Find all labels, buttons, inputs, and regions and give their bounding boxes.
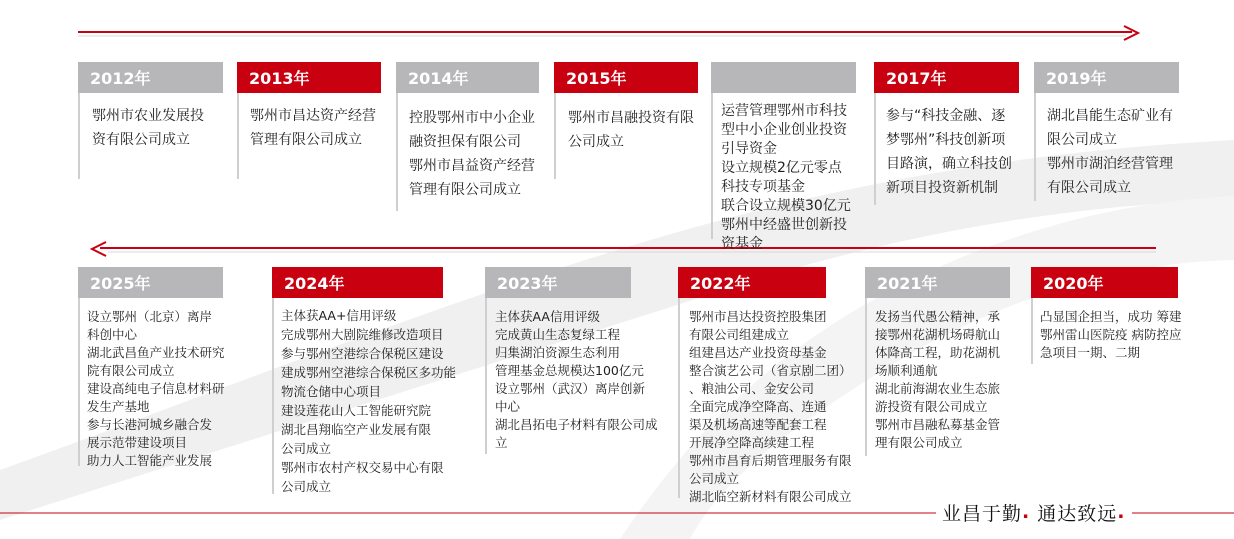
event-text: 设立鄂州（武汉）离岸创新 中心	[495, 381, 646, 414]
event-text: 设立规模2亿元零点 科技专项基金	[721, 160, 842, 195]
event-text: 鄂州市昌达资产经营 管理有限公司成立	[250, 108, 376, 148]
milestone-events	[87, 308, 237, 470]
event-text: 湖北武昌鱼产业技术研究 院有限公司成立	[87, 345, 225, 378]
connector-bar	[78, 93, 80, 179]
event-text: 鄂州市昌达投资控股集团 有限公司组建成立	[689, 309, 827, 342]
milestone-events	[568, 106, 708, 154]
connector-bar	[1034, 93, 1036, 201]
milestone-events	[875, 308, 1035, 452]
year-label: 2024年	[272, 267, 443, 298]
event-text: 湖北昌拓电子材料有限公司成 立	[495, 417, 658, 450]
connector-bar	[678, 298, 680, 498]
event-text: 湖北临空新材料有限公司成立	[689, 489, 852, 504]
event-text: 联合设立规模30亿元 鄂州中经盛世创新投 资基金	[721, 198, 851, 252]
milestone-2023	[485, 267, 631, 298]
event-text: 凸显国企担当，成功 筹建 鄂州雷山医院疫 病防控应 急项目一期、二期	[1040, 309, 1182, 360]
year-label: 2015年	[554, 62, 698, 93]
milestone-events	[1047, 104, 1197, 200]
event-text: 参与长港河城乡融合发 展示范带建设项目	[87, 417, 213, 450]
milestone-2025	[78, 267, 223, 298]
event-text: 建成鄂州空港综合保税区多功能 物流仓储中心项目	[281, 365, 457, 399]
year-label: 2019年	[1034, 62, 1179, 93]
slogan-part-2: 通达致远	[1037, 502, 1118, 525]
year-label: 2022年	[678, 267, 826, 298]
connector-bar	[874, 93, 876, 205]
connector-bar	[396, 93, 398, 211]
milestone-2015	[554, 62, 698, 93]
event-text: 整合演艺公司（省京剧二团） 、粮油公司、金安公司	[689, 363, 852, 396]
event-text: 建设高纯电子信息材料研 发生产基地	[87, 381, 225, 414]
year-label: 2025年	[78, 267, 223, 298]
event-text: 设立鄂州（北京）离岸 科创中心	[87, 309, 213, 342]
event-text: 开展净空降高续建工程	[689, 435, 815, 450]
event-text: 湖北昌翔临空产业发展有限 公司成立	[281, 422, 432, 456]
milestone-events	[689, 308, 869, 506]
footer-slogan	[936, 500, 1132, 524]
milestone-2021	[865, 267, 1010, 298]
milestone-2014	[396, 62, 539, 93]
year-label	[711, 62, 856, 93]
event-text: 发扬当代愚公精神，承 接鄂州花湖机场碍航山 体降高工程，助花湖机 场顺利通航	[875, 309, 1001, 378]
milestone-2013	[237, 62, 381, 93]
event-text: 控股鄂州市中小企业 融资担保有限公司	[409, 110, 535, 150]
event-text: 鄂州市昌融投资有限 公司成立	[568, 110, 694, 150]
milestone-events	[721, 102, 871, 254]
event-text: 归集湖泊资源生态利用 管理基金总规模达100亿元	[495, 345, 644, 378]
connector-bar	[237, 93, 239, 179]
event-text: 全面完成净空降高、连通 渠及机场高速等配套工程	[689, 399, 827, 432]
milestone-2022	[678, 267, 826, 298]
milestone-2020	[1031, 267, 1178, 298]
event-text: 参与鄂州空港综合保税区建设	[281, 346, 444, 361]
event-text: 鄂州市昌育后期管理服务有限 公司成立	[689, 453, 852, 486]
slogan-part-1: 业昌于勤	[942, 502, 1023, 525]
milestone-events	[409, 106, 554, 202]
connector-bar	[865, 298, 867, 456]
bottom-arrow	[92, 242, 1156, 256]
year-label: 2014年	[396, 62, 539, 93]
event-text: 参与“科技金融、逐 梦鄂州”科技创新项 目路演，确立科技创 新项目投资新机制	[886, 108, 1012, 196]
connector-bar	[485, 298, 487, 454]
milestone-events	[1040, 308, 1200, 362]
event-text: 鄂州市湖泊经营管理 有限公司成立	[1047, 156, 1173, 196]
connector-bar	[554, 93, 556, 179]
event-text: 组建昌达产业投资母基金	[689, 345, 827, 360]
milestone-events	[250, 104, 395, 152]
slogan-dot-2: .	[1117, 501, 1126, 523]
milestone-events	[281, 306, 471, 496]
event-text: 鄂州市农村产权交易中心有限 公司成立	[281, 460, 444, 494]
milestone-2017	[874, 62, 1019, 93]
event-text: 鄂州市昌益资产经营 管理有限公司成立	[409, 158, 535, 198]
top-arrow	[78, 26, 1138, 40]
event-text: 建设莲花山人工智能研究院	[281, 403, 432, 418]
event-text: 完成鄂州大剧院维修改造项目	[281, 327, 444, 342]
event-text: 主体获AA+信用评级	[281, 308, 397, 323]
event-text: 湖北前海湖农业生态旅 游投资有限公司成立	[875, 381, 1001, 414]
milestone-2024	[272, 267, 443, 298]
event-text: 完成黄山生态复绿工程	[495, 327, 621, 342]
year-label: 2021年	[865, 267, 1010, 298]
slogan-dot-1: .	[1022, 501, 1031, 523]
year-label: 2023年	[485, 267, 631, 298]
event-text: 鄂州市农业发展投 资有限公司成立	[92, 108, 204, 148]
year-label: 2020年	[1031, 267, 1178, 298]
event-text: 助力人工智能产业发展	[87, 453, 213, 468]
milestone-events	[92, 104, 232, 152]
year-label: 2017年	[874, 62, 1019, 93]
milestone-events	[495, 308, 675, 452]
event-text: 主体获AA信用评级	[495, 309, 600, 324]
year-label: 2013年	[237, 62, 381, 93]
milestone-2016	[711, 62, 856, 93]
connector-bar	[1031, 298, 1033, 364]
milestone-2019	[1034, 62, 1179, 93]
year-label: 2012年	[78, 62, 223, 93]
event-text: 湖北昌能生态矿业有 限公司成立	[1047, 108, 1173, 148]
connector-bar	[78, 298, 80, 466]
event-text: 运营管理鄂州市科技 型中小企业创业投资 引导资金	[721, 103, 847, 157]
milestone-events	[886, 104, 1036, 200]
event-text: 鄂州市昌融私募基金管 理有限公司成立	[875, 417, 1001, 450]
connector-bar	[711, 93, 713, 239]
milestone-2012	[78, 62, 223, 93]
connector-bar	[272, 298, 274, 494]
